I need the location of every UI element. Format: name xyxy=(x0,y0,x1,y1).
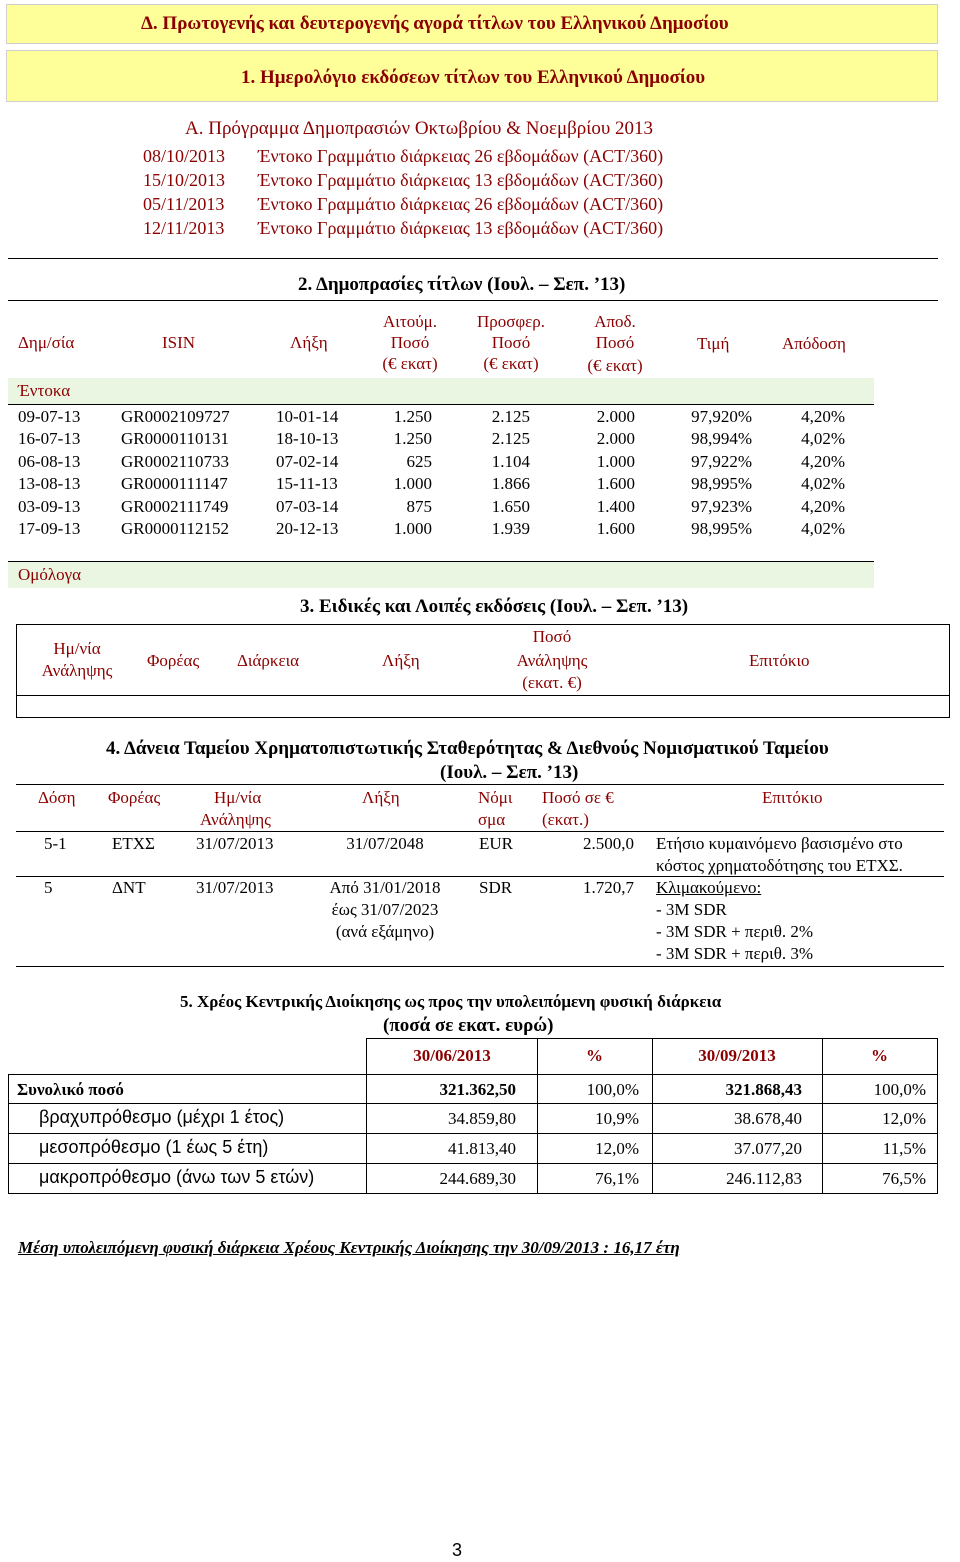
loan-rate-line: - 3M SDR xyxy=(656,900,727,919)
auction-yield: 4,20% xyxy=(801,407,845,426)
auction-requested: 1.250 xyxy=(393,407,432,426)
auction-maturity: 20-12-13 xyxy=(276,519,339,538)
auction-isin: GR0000112152 xyxy=(121,519,229,538)
header-requested-2: Ποσό xyxy=(390,333,430,352)
auction-offered: 2.125 xyxy=(491,429,530,449)
auction-isin: GR0002109727 xyxy=(121,407,230,426)
loans-header-date-2: Ανάληψης xyxy=(200,810,271,829)
debt-value-2: 321.868,43 xyxy=(725,1080,802,1099)
loan-tranche: 5 xyxy=(44,878,53,897)
bonds-band xyxy=(8,562,874,588)
auction-isin: GR0000111147 xyxy=(121,474,228,494)
auction-price: 98,995% xyxy=(691,519,752,538)
header-offered-3: (€ εκατ) xyxy=(483,354,539,373)
debt-value-1: 41.813,40 xyxy=(448,1139,516,1158)
loans-header-maturity: Λήξη xyxy=(362,788,400,807)
auction-accepted: 1.000 xyxy=(596,451,635,471)
loan-maturity: (ανά εξάμηνο) xyxy=(335,922,435,941)
divider xyxy=(8,258,938,259)
loan-rate-line: - 3M SDR + περιθ. 3% xyxy=(656,944,814,963)
tbills-band xyxy=(8,378,874,404)
auction-yield: 4,02% xyxy=(801,519,845,538)
auction-accepted: 1.400 xyxy=(596,496,635,516)
divider xyxy=(17,695,949,696)
auction-accepted: 2.000 xyxy=(596,407,635,426)
debt-row xyxy=(8,1134,938,1164)
debt-label: βραχυπρόθεσμο (μέχρι 1 έτος) xyxy=(39,1107,285,1127)
subtitle: 1. Ημερολόγιο εκδόσεων τίτλων του Ελληνικού Δημοσίου xyxy=(241,67,706,88)
loan-issuer: ΕΤΧΣ xyxy=(112,834,155,853)
program-date: 15/10/2013 xyxy=(143,170,226,190)
special-header-issuer: Φορέας xyxy=(147,651,200,670)
loans-header-currency-1: Νόμι xyxy=(478,788,513,807)
debt-pct-2: 100,0% xyxy=(873,1080,926,1099)
loan-rate-line: Κλιμακούμενο: xyxy=(656,878,762,897)
divider xyxy=(16,784,944,785)
debt-pct-2: 76,5% xyxy=(882,1169,926,1188)
auction-yield: 4,02% xyxy=(801,474,845,494)
debt-value-2: 37.077,20 xyxy=(734,1139,802,1158)
header-accepted-1: Αποδ. xyxy=(594,312,636,331)
divider xyxy=(8,300,938,301)
special-header-maturity: Λήξη xyxy=(382,651,420,670)
divider xyxy=(16,966,944,967)
auction-maturity: 18-10-13 xyxy=(276,429,339,449)
auctions-title: 2. Δημοπρασίες τίτλων (Ιουλ. – Σεπ. ’13) xyxy=(298,274,626,295)
loan-amount: 2.500,0 xyxy=(583,834,634,853)
debt-pct-1: 100,0% xyxy=(586,1080,639,1099)
debt-title-1: 5. Χρέος Κεντρικής Διοίκησης ως προς την υπολειπόμενη φυσική διάρκεια xyxy=(180,992,722,1011)
program-date: 08/10/2013 xyxy=(143,146,226,166)
program-date: 12/11/2013 xyxy=(143,218,225,238)
header-price: Τιμή xyxy=(697,334,730,353)
auction-requested: 1.000 xyxy=(393,474,432,494)
debt-footnote: Μέση υπολειπόμενη φυσική διάρκεια Χρέους Κεντρικής Διοίκησης την 30/09/2013 : 16,17 έτη xyxy=(18,1238,680,1257)
loans-header-date-1: Ημ/νία xyxy=(214,788,262,807)
auction-maturity: 10-01-14 xyxy=(276,407,339,426)
debt-value-1: 34.859,80 xyxy=(448,1109,516,1128)
program-desc: Έντοκο Γραμμάτιο διάρκειας 13 εβδομάδων (ACT/360) xyxy=(258,218,664,238)
debt-label: μακροπρόθεσμο (άνω των 5 ετών) xyxy=(39,1167,315,1187)
page-number: 3 xyxy=(452,1540,463,1560)
header-accepted-3: (€ εκατ) xyxy=(587,356,643,375)
debt-header-date-1: 30/06/2013 xyxy=(413,1046,491,1065)
loans-header-amount-1: Ποσό σε € xyxy=(542,788,614,807)
main-title: Δ. Πρωτογενής και δευτερογενής αγορά τίτλων του Ελληνικού Δημοσίου xyxy=(141,13,729,34)
divider xyxy=(16,876,944,877)
loans-header-rate: Επιτόκιο xyxy=(762,788,823,807)
debt-pct-1: 76,1% xyxy=(595,1169,639,1188)
special-title: 3. Ειδικές και Λοιπές εκδόσεις (Ιουλ. – Σεπ. ’13) xyxy=(300,596,689,617)
debt-pct-1: 10,9% xyxy=(595,1109,639,1128)
debt-value-2: 38.678,40 xyxy=(734,1109,802,1128)
header-requested-1: Αιτούμ. xyxy=(383,312,437,331)
debt-header-date-2: 30/09/2013 xyxy=(698,1046,776,1065)
auction-requested: 1.250 xyxy=(393,429,432,449)
debt-header-row xyxy=(366,1038,938,1074)
special-header-date-1: Ημ/νία xyxy=(53,639,101,658)
auction-offered: 1.650 xyxy=(491,496,530,516)
debt-row xyxy=(8,1074,938,1104)
auction-requested: 1.000 xyxy=(393,519,432,538)
debt-pct-1: 12,0% xyxy=(595,1139,639,1158)
auction-price: 97,923% xyxy=(691,496,752,516)
auction-accepted: 1.600 xyxy=(596,474,635,494)
auction-price: 97,922% xyxy=(691,451,752,471)
header-isin: ISIN xyxy=(162,333,196,352)
auction-maturity: 07-03-14 xyxy=(276,496,339,516)
tbills-label: Έντοκα xyxy=(18,381,71,400)
auction-isin: GR0002110733 xyxy=(121,451,229,471)
auction-offered: 2.125 xyxy=(491,407,530,426)
loan-rate-line: κόστος χρηματοδότησης του ΕΤΧΣ. xyxy=(656,856,903,875)
header-requested-3: (€ εκατ) xyxy=(382,354,438,373)
auction-program-title: Α. Πρόγραμμα Δημοπρασιών Οκτωβρίου & Νοεμβρίου 2013 xyxy=(185,118,654,139)
auction-price: 98,995% xyxy=(691,474,752,494)
program-desc: Έντοκο Γραμμάτιο διάρκειας 26 εβδομάδων (ACT/360) xyxy=(258,146,664,166)
auction-date: 06-08-13 xyxy=(18,451,81,471)
loans-header-issuer: Φορέας xyxy=(108,788,161,807)
debt-title-2: (ποσά σε εκατ. ευρώ) xyxy=(383,1015,554,1036)
debt-value-2: 246.112,83 xyxy=(726,1169,802,1188)
auction-date: 03-09-13 xyxy=(18,496,81,516)
loan-currency: SDR xyxy=(479,878,513,897)
loan-date: 31/07/2013 xyxy=(196,834,274,853)
loan-tranche: 5-1 xyxy=(44,834,67,853)
main-title-banner xyxy=(6,4,938,44)
auction-maturity: 15-11-13 xyxy=(276,474,338,494)
auction-accepted: 1.600 xyxy=(596,519,635,538)
program-date: 05/11/2013 xyxy=(143,194,225,214)
header-offered-2: Ποσό xyxy=(491,333,531,352)
loans-header-amount-2: (εκατ.) xyxy=(542,810,589,829)
loan-rate-line: - 3M SDR + περιθ. 2% xyxy=(656,922,814,941)
auction-date: 09-07-13 xyxy=(18,407,81,426)
debt-pct-2: 12,0% xyxy=(882,1109,926,1128)
auction-date: 16-07-13 xyxy=(18,429,81,449)
auction-yield: 4,20% xyxy=(801,496,845,516)
special-header-rate: Επιτόκιο xyxy=(749,651,810,670)
subtitle-banner xyxy=(6,50,938,102)
bonds-label: Ομόλογα xyxy=(18,565,82,584)
auction-requested: 875 xyxy=(406,496,432,516)
debt-header-pct-1: % xyxy=(586,1046,603,1065)
auction-price: 97,920% xyxy=(691,407,752,426)
debt-value-1: 321.362,50 xyxy=(439,1080,516,1099)
special-header-amount-1: Ποσό xyxy=(532,627,572,646)
debt-header-pct-2: % xyxy=(871,1046,888,1065)
debt-value-1: 244.689,30 xyxy=(439,1169,516,1188)
debt-row xyxy=(8,1104,938,1134)
auction-date: 13-08-13 xyxy=(18,474,81,494)
loan-currency: EUR xyxy=(479,834,513,853)
loan-issuer: ΔΝΤ xyxy=(112,878,146,897)
program-desc: Έντοκο Γραμμάτιο διάρκειας 26 εβδομάδων (ACT/360) xyxy=(258,194,664,214)
auction-date: 17-09-13 xyxy=(18,519,81,538)
divider xyxy=(8,404,874,405)
divider xyxy=(16,831,944,832)
auction-isin: GR0000110131 xyxy=(121,429,229,449)
loan-maturity: 31/07/2048 xyxy=(346,834,424,853)
auction-offered: 1.104 xyxy=(491,451,530,471)
special-header-duration: Διάρκεια xyxy=(237,651,300,670)
loans-title-1: 4. Δάνεια Ταμείου Χρηματοπιστωτικής Σταθερότητας & Διεθνούς Νομισματικού Ταμείου xyxy=(106,738,829,759)
header-accepted-2: Ποσό xyxy=(595,333,635,352)
debt-row xyxy=(8,1164,938,1194)
header-yield: Απόδοση xyxy=(782,334,846,353)
loans-title-2: (Ιουλ. – Σεπ. ’13) xyxy=(440,762,579,783)
header-offered-1: Προσφερ. xyxy=(476,312,546,331)
special-header-amount-3: (εκατ. €) xyxy=(522,673,582,692)
auction-isin: GR0002111749 xyxy=(121,496,229,516)
special-table xyxy=(16,624,950,718)
loan-date: 31/07/2013 xyxy=(196,878,274,897)
auction-yield: 4,02% xyxy=(801,429,845,449)
debt-pct-2: 11,5% xyxy=(882,1139,926,1158)
header-date: Δημ/σία xyxy=(18,333,75,352)
loans-header-tranche: Δόση xyxy=(38,788,76,807)
loan-amount: 1.720,7 xyxy=(583,878,634,897)
auction-offered: 1.866 xyxy=(491,474,530,494)
divider xyxy=(8,561,874,562)
debt-label: μεσοπρόθεσμο (1 έως 5 έτη) xyxy=(39,1137,269,1157)
special-header-date-2: Ανάληψης xyxy=(41,661,113,680)
auction-yield: 4,20% xyxy=(801,451,845,471)
loan-maturity: Από 31/01/2018 xyxy=(329,878,441,897)
program-desc: Έντοκο Γραμμάτιο διάρκειας 13 εβδομάδων (ACT/360) xyxy=(258,170,664,190)
auction-requested: 625 xyxy=(406,451,432,471)
header-maturity: Λήξη xyxy=(290,333,328,352)
debt-label: Συνολικό ποσό xyxy=(17,1080,124,1099)
loan-rate-line: Ετήσιο κυμαινόμενο βασισμένο στο xyxy=(656,834,903,853)
special-header-amount-2: Ανάληψης xyxy=(516,651,588,670)
loan-maturity: έως 31/07/2023 xyxy=(331,900,439,919)
auction-offered: 1.939 xyxy=(491,519,530,538)
auction-price: 98,994% xyxy=(691,429,752,449)
auction-accepted: 2.000 xyxy=(596,429,635,449)
loans-header-currency-2: σμα xyxy=(478,810,506,829)
auction-maturity: 07-02-14 xyxy=(276,451,339,471)
